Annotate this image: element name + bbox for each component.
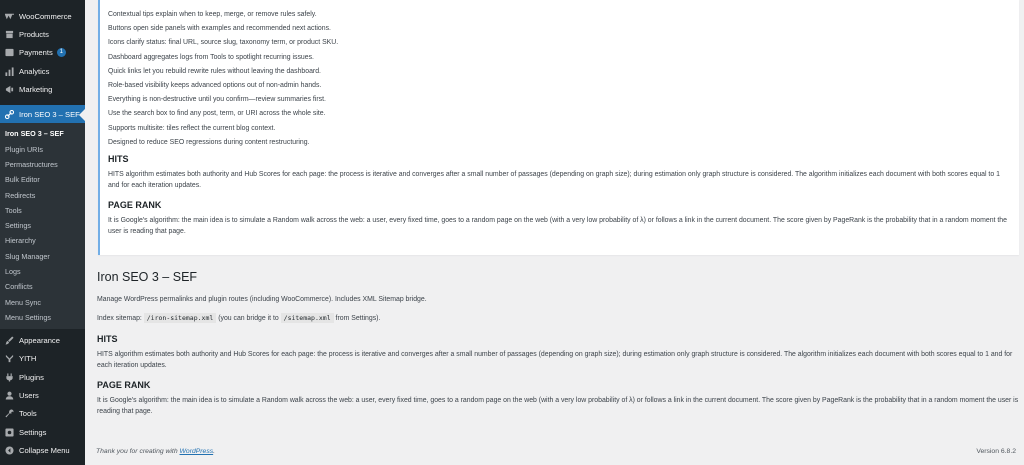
menu-products[interactable]	[0, 25, 85, 43]
menu-label: WooCommerce	[19, 11, 72, 21]
admin-footer	[96, 448, 1016, 455]
footer-version: Version 6.8.2	[976, 448, 1016, 455]
page-intro: Manage WordPress permalinks and plugin routes (including WooCommerce). Includes XML Sitemap bridge.	[97, 296, 427, 303]
sitemap-code: /iron-sitemap.xml	[144, 313, 217, 323]
payments-badge: 1	[57, 48, 66, 57]
menu-users[interactable]	[0, 386, 85, 404]
paintbrush-icon	[4, 335, 14, 345]
tip-line: Designed to reduce SEO regressions during content restructuring.	[108, 138, 310, 146]
notice-hits-text: HITS algorithm estimates both authority and Hub Scores for each page: the process is iterative and converges after a small number of passages (depending on graph size); during estimation only graph structure is considered. The algorithm initializes each document with both scores equal to 1 and for each iteration updates.	[108, 171, 1000, 189]
sitemap-code-alt: /sitemap.xml	[281, 313, 334, 323]
tip-line: Quick links let you rebuild rewrite rules without leaving the dashboard.	[108, 67, 321, 75]
menu-label: Marketing	[19, 85, 53, 95]
submenu-item-menu-settings[interactable]: Menu Settings	[5, 312, 51, 322]
wordpress-link[interactable]: WordPress	[179, 448, 214, 455]
tip-line: Use the search box to find any post, term, or URI across the whole site.	[108, 110, 326, 118]
admin-sidebar	[0, 0, 85, 465]
notice-pagerank-text: It is Google's algorithm: the main idea is to simulate a Random walk across the web: a user, every fixed time, goes to a random page on the web (with a very low probability of λ) or follows a link in the current document. The score given by PageRank is the probability that in a random moment the user is reading that page.	[108, 217, 1007, 235]
menu-label: Analytics	[19, 66, 50, 76]
megaphone-icon	[4, 85, 14, 95]
menu-label: Iron SEO 3 – SEF	[19, 109, 80, 119]
menu-iron-seo[interactable]	[0, 105, 85, 123]
tip-line: Supports multisite: tiles reflect the current blog context.	[108, 124, 276, 132]
menu-payments[interactable]	[0, 44, 85, 62]
wrench-icon	[4, 409, 14, 419]
main-content	[85, 0, 1024, 465]
menu-marketing[interactable]	[0, 81, 85, 99]
menu-analytics[interactable]	[0, 62, 85, 80]
link-icon	[4, 109, 14, 119]
menu-label: Products	[19, 30, 49, 40]
submenu-item-conflicts[interactable]: Conflicts	[5, 282, 33, 292]
tip-line: Icons clarify status: final URL, source slug, taxonomy term, or product SKU.	[108, 39, 339, 47]
settings-icon	[4, 427, 14, 437]
submenu-item-redirects[interactable]: Redirects	[5, 190, 36, 200]
tip-line: Role-based visibility keeps advanced options out of non-admin hands.	[108, 82, 322, 90]
notice-hits-heading: HITS	[108, 154, 129, 165]
info-notice	[98, 0, 1019, 255]
footer-thanks-text: Thank you for creating with	[96, 448, 178, 455]
menu-woocommerce[interactable]	[0, 7, 85, 25]
submenu-item-iron-seo[interactable]: Iron SEO 3 – SEF	[5, 129, 64, 139]
menu-yith[interactable]	[0, 350, 85, 368]
users-icon	[4, 391, 14, 401]
menu-label: Tools	[19, 409, 37, 419]
submenu-item-menu-sync[interactable]: Menu Sync	[5, 297, 41, 307]
menu-appearance[interactable]	[0, 331, 85, 349]
collapse-menu-button[interactable]	[0, 442, 85, 460]
menu-tools[interactable]	[0, 405, 85, 423]
pagerank-heading: PAGE RANK	[97, 380, 151, 390]
yith-icon	[4, 354, 14, 364]
submenu-item-logs[interactable]: Logs	[5, 267, 21, 277]
archive-icon	[4, 30, 14, 40]
menu-label: Settings	[19, 427, 47, 437]
menu-label: Payments	[19, 48, 53, 58]
hits-heading: HITS	[97, 334, 118, 344]
menu-label: Plugins	[19, 372, 44, 382]
hits-text: HITS algorithm estimates both authority and Hub Scores for each page: the process is iterative and converges after a small number of passages (depending on graph size); during estimation only graph structure is considered. The algorithm initializes each document with both scores equal to 1 and for each iteration updates.	[97, 351, 1013, 369]
menu-label: Appearance	[19, 335, 60, 345]
submenu-item-hierarchy[interactable]: Hierarchy	[5, 236, 36, 246]
collapse-icon	[4, 446, 14, 456]
submenu-item-plugin-uris[interactable]: Plugin URIs	[5, 144, 43, 154]
sitemap-line	[97, 313, 1024, 325]
menu-plugins[interactable]	[0, 368, 85, 386]
footer-period: .	[213, 448, 216, 455]
dollar-icon	[4, 48, 14, 58]
menu-label: Collapse Menu	[19, 446, 70, 456]
menu-settings[interactable]	[0, 423, 85, 441]
sitemap-suffix: from Settings).	[335, 314, 381, 322]
bar-chart-icon	[4, 66, 14, 76]
pagerank-text: It is Google's algorithm: the main idea is to simulate a Random walk across the web: a user, every fixed time, goes to a random page on the web (with a very low probability of λ) or follows a link in the current document. The score given by PageRank is the probability that in a random moment the user is reading that page.	[97, 397, 1019, 415]
submenu-item-bulk-editor[interactable]: Bulk Editor	[5, 175, 40, 185]
page-title: Iron SEO 3 – SEF	[97, 270, 198, 284]
tip-line: Contextual tips explain when to keep, merge, or remove rules safely.	[108, 11, 317, 18]
submenu-item-permastructures[interactable]: Permastructures	[5, 159, 58, 169]
tip-line: Buttons open side panels with examples and recommended next actions.	[108, 25, 331, 33]
submenu-item-tools[interactable]: Tools	[5, 205, 22, 215]
submenu-item-slug-manager[interactable]: Slug Manager	[5, 251, 50, 261]
tip-line: Everything is non-destructive until you confirm—review summaries first.	[108, 96, 326, 104]
sitemap-mid: (you can bridge it to	[218, 314, 279, 322]
tip-line: Dashboard aggregates logs from Tools to spotlight recurring issues.	[108, 53, 314, 61]
footer-thanks	[96, 448, 215, 455]
plug-icon	[4, 372, 14, 382]
page-body	[97, 270, 1024, 417]
woocommerce-icon	[4, 11, 14, 21]
notice-pagerank-heading: PAGE RANK	[108, 200, 162, 211]
menu-label: YITH	[19, 354, 37, 364]
iron-seo-submenu	[0, 123, 85, 329]
menu-label: Users	[19, 391, 39, 401]
sitemap-prefix: Index sitemap:	[97, 314, 142, 322]
submenu-item-settings[interactable]: Settings	[5, 221, 31, 231]
